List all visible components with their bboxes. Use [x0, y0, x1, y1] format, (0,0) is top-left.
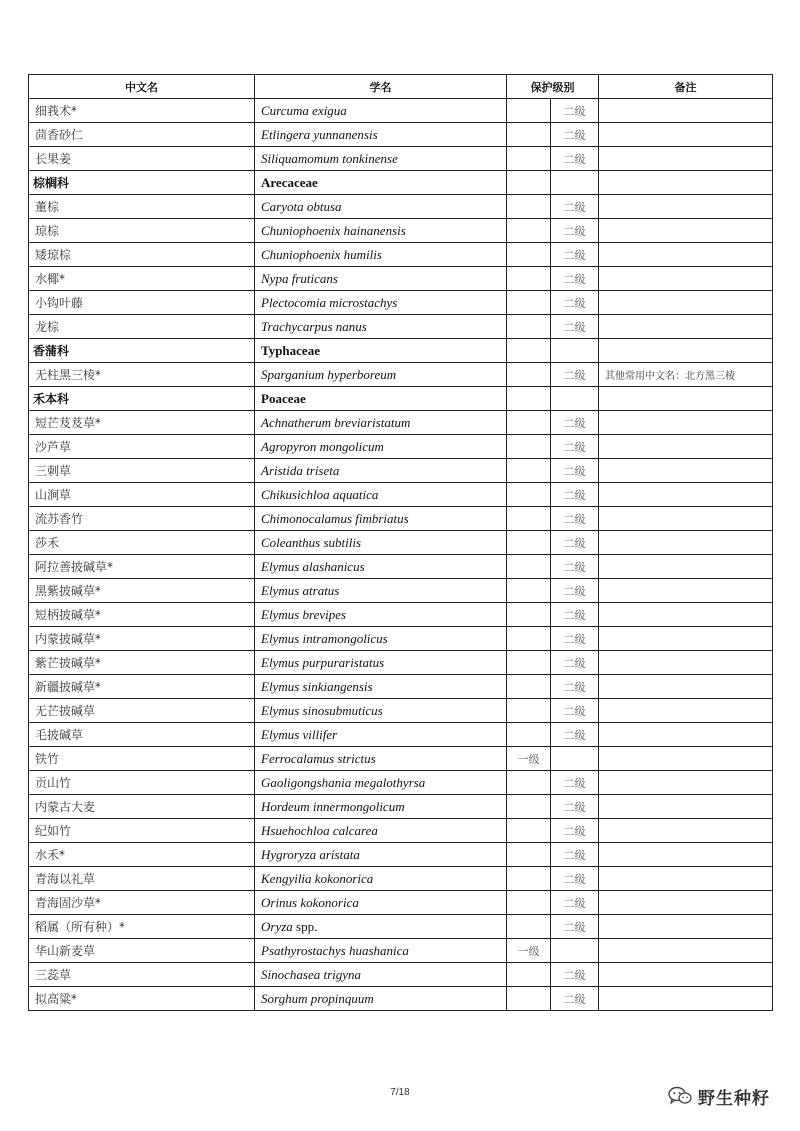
note-cell [599, 147, 773, 171]
note-cell [599, 627, 773, 651]
level-one-cell [507, 435, 551, 459]
level-two-cell: 二级 [551, 651, 599, 675]
table-row [29, 315, 773, 339]
scientific-name-cell [255, 891, 507, 915]
chinese-name-cell: 青海以礼草 [29, 867, 255, 891]
scientific-name-cell [255, 723, 507, 747]
chinese-name-cell: 沙芦草 [29, 435, 255, 459]
chinese-name-cell: 琼棕 [29, 219, 255, 243]
table-row [29, 363, 773, 387]
scientific-name-text: Poaceae [261, 390, 306, 406]
table-row [29, 771, 773, 795]
level-one-cell [507, 363, 551, 387]
scientific-name-cell [255, 195, 507, 219]
scientific-name-text: Nypa fruticans [261, 270, 338, 286]
note-cell [599, 843, 773, 867]
level-one-cell [507, 699, 551, 723]
note-cell [599, 891, 773, 915]
note-cell [599, 699, 773, 723]
family-row [29, 171, 773, 195]
scientific-name-text: Sorghum propinquum [261, 990, 374, 1006]
scientific-name-text: Agropyron mongolicum [261, 438, 384, 454]
level-two-cell: 二级 [551, 291, 599, 315]
level-one-cell [507, 627, 551, 651]
scientific-name-cell [255, 843, 507, 867]
chinese-name-cell: 紫芒披碱草* [29, 651, 255, 675]
level-one-cell [507, 795, 551, 819]
chinese-name-cell: 青海固沙草* [29, 891, 255, 915]
level-two-cell: 二级 [551, 603, 599, 627]
level-two-cell: 二级 [551, 891, 599, 915]
scientific-name-cell [255, 819, 507, 843]
note-cell [599, 219, 773, 243]
note-cell [599, 963, 773, 987]
level-two-cell: 二级 [551, 771, 599, 795]
scientific-name-text: Kengyilia kokonorica [261, 870, 374, 886]
family-row [29, 339, 773, 363]
scientific-name-cell [255, 771, 507, 795]
level-one-cell [507, 315, 551, 339]
level-one-cell [507, 963, 551, 987]
table-row [29, 795, 773, 819]
table-row [29, 675, 773, 699]
level-two-cell: 二级 [551, 243, 599, 267]
wechat-icon [668, 1086, 692, 1106]
level-two-cell: 二级 [551, 579, 599, 603]
table-row [29, 915, 773, 939]
level-two-cell [551, 939, 599, 963]
scientific-name-text: Etlingera yunnanensis [261, 126, 378, 142]
note-cell [599, 411, 773, 435]
header-protection-level: 保护级别 [507, 75, 599, 99]
scientific-name-cell [255, 915, 507, 939]
level-two-cell: 二级 [551, 675, 599, 699]
table-row [29, 507, 773, 531]
scientific-name-text: Elymus purpuraristatus [261, 654, 385, 670]
level-two-cell: 二级 [551, 843, 599, 867]
table-row [29, 963, 773, 987]
table-row [29, 987, 773, 1011]
scientific-name-cell [255, 603, 507, 627]
level-one-cell [507, 987, 551, 1011]
level-one-cell [507, 507, 551, 531]
note-cell [599, 291, 773, 315]
table-row [29, 891, 773, 915]
scientific-name-cell [255, 219, 507, 243]
level-one-cell [507, 675, 551, 699]
scientific-name-text: Hordeum innermongolicum [261, 798, 405, 814]
table-row [29, 411, 773, 435]
scientific-name-cell [255, 435, 507, 459]
scientific-name-text: Plectocomia microstachys [261, 294, 398, 310]
scientific-name-cell [255, 531, 507, 555]
chinese-name-cell: 长果姜 [29, 147, 255, 171]
scientific-name-cell [255, 147, 507, 171]
note-cell [599, 795, 773, 819]
note-cell [599, 459, 773, 483]
table-body [29, 99, 773, 1011]
scientific-name-cell [255, 963, 507, 987]
level-two-cell: 二级 [551, 195, 599, 219]
table-row [29, 627, 773, 651]
scientific-name-text: Elymus villifer [261, 726, 338, 742]
table-row [29, 747, 773, 771]
scientific-name-text: Caryota obtusa [261, 198, 342, 214]
table-row [29, 291, 773, 315]
chinese-name-cell: 茴香砂仁 [29, 123, 255, 147]
watermark [668, 1082, 770, 1110]
level-one-cell [507, 915, 551, 939]
note-cell [599, 315, 773, 339]
level-two-cell [551, 747, 599, 771]
note-cell [599, 387, 773, 411]
level-two-cell: 二级 [551, 723, 599, 747]
chinese-name-cell: 无芒披碱草 [29, 699, 255, 723]
family-scientific-name [255, 171, 507, 195]
level-two-cell: 二级 [551, 507, 599, 531]
chinese-name-cell: 莎禾 [29, 531, 255, 555]
chinese-name-cell: 黑紫披碱草* [29, 579, 255, 603]
scientific-name-text: Curcuma exigua [261, 102, 347, 118]
note-cell: 其他常用中文名：北方黑三棱 [599, 363, 773, 387]
chinese-name-cell: 铁竹 [29, 747, 255, 771]
note-cell [599, 507, 773, 531]
level-one-cell [507, 147, 551, 171]
note-cell [599, 939, 773, 963]
scientific-name-cell [255, 795, 507, 819]
level-two-cell: 二级 [551, 795, 599, 819]
scientific-name-cell [255, 939, 507, 963]
level-one-cell [507, 411, 551, 435]
table-row [29, 939, 773, 963]
level-one-cell: 一级 [507, 939, 551, 963]
note-cell [599, 867, 773, 891]
scientific-name-cell [255, 627, 507, 651]
scientific-name-text: Elymus atratus [261, 582, 340, 598]
level-two-cell: 二级 [551, 987, 599, 1011]
scientific-name-cell [255, 363, 507, 387]
scientific-name-suffix: spp. [292, 918, 318, 934]
scientific-name-cell [255, 123, 507, 147]
table-row [29, 267, 773, 291]
level-one-cell: 一级 [507, 747, 551, 771]
level-two-cell: 二级 [551, 267, 599, 291]
level-one-cell [507, 219, 551, 243]
note-cell [599, 723, 773, 747]
scientific-name-text: Arecaceae [261, 174, 318, 190]
scientific-name-cell [255, 459, 507, 483]
table-header-row [29, 75, 773, 99]
table-row [29, 123, 773, 147]
level-two-cell: 二级 [551, 435, 599, 459]
table-row [29, 147, 773, 171]
scientific-name-cell [255, 483, 507, 507]
chinese-name-cell: 山涧草 [29, 483, 255, 507]
watermark-text: 野生种籽 [698, 1088, 770, 1109]
scientific-name-cell [255, 555, 507, 579]
scientific-name-text: Achnatherum breviaristatum [261, 414, 411, 430]
scientific-name-cell [255, 987, 507, 1011]
level-two-cell: 二级 [551, 483, 599, 507]
family-row [29, 387, 773, 411]
note-cell [599, 651, 773, 675]
scientific-name-cell [255, 291, 507, 315]
scientific-name-cell [255, 579, 507, 603]
scientific-name-cell [255, 315, 507, 339]
note-cell [599, 195, 773, 219]
note-cell [599, 243, 773, 267]
level-one-cell [507, 387, 551, 411]
note-cell [599, 987, 773, 1011]
scientific-name-text: Oryza [261, 918, 293, 934]
header-notes: 备注 [599, 75, 773, 99]
scientific-name-cell [255, 675, 507, 699]
scientific-name-text: Hygroryza aristata [261, 846, 360, 862]
level-two-cell: 二级 [551, 555, 599, 579]
chinese-name-cell: 水椰* [29, 267, 255, 291]
scientific-name-text: Chuniophoenix hainanensis [261, 222, 406, 238]
scientific-name-text: Elymus alashanicus [261, 558, 365, 574]
scientific-name-cell [255, 243, 507, 267]
table-row [29, 195, 773, 219]
scientific-name-text: Sinochasea trigyna [261, 966, 362, 982]
scientific-name-text: Elymus intramongolicus [261, 630, 388, 646]
scientific-name-text: Gaoligongshania megalothyrsa [261, 774, 426, 790]
note-cell [599, 771, 773, 795]
table-row [29, 555, 773, 579]
scientific-name-text: Elymus sinkiangensis [261, 678, 373, 694]
table-row [29, 483, 773, 507]
family-chinese-name: 香蒲科 [29, 339, 255, 363]
level-two-cell: 二级 [551, 459, 599, 483]
chinese-name-cell: 华山新麦草 [29, 939, 255, 963]
scientific-name-text: Sparganium hyperboreum [261, 366, 397, 382]
chinese-name-cell: 拟高粱* [29, 987, 255, 1011]
table-row [29, 723, 773, 747]
chinese-name-cell: 毛披碱草 [29, 723, 255, 747]
level-one-cell [507, 555, 551, 579]
family-scientific-name [255, 387, 507, 411]
note-cell [599, 555, 773, 579]
chinese-name-cell: 矮琼棕 [29, 243, 255, 267]
level-two-cell [551, 171, 599, 195]
chinese-name-cell: 水禾* [29, 843, 255, 867]
header-chinese-name: 中文名 [29, 75, 255, 99]
level-one-cell [507, 819, 551, 843]
chinese-name-cell: 新疆披碱草* [29, 675, 255, 699]
family-chinese-name: 棕榈科 [29, 171, 255, 195]
family-chinese-name: 禾本科 [29, 387, 255, 411]
level-one-cell [507, 243, 551, 267]
scientific-name-text: Typhaceae [261, 342, 320, 358]
chinese-name-cell: 短柄披碱草* [29, 603, 255, 627]
species-table [28, 74, 773, 1011]
note-cell [599, 267, 773, 291]
level-one-cell [507, 123, 551, 147]
chinese-name-cell: 董棕 [29, 195, 255, 219]
note-cell [599, 747, 773, 771]
table-row [29, 651, 773, 675]
note-cell [599, 603, 773, 627]
note-cell [599, 819, 773, 843]
note-cell [599, 531, 773, 555]
level-one-cell [507, 291, 551, 315]
table-row [29, 243, 773, 267]
chinese-name-cell: 纪如竹 [29, 819, 255, 843]
level-two-cell [551, 339, 599, 363]
level-one-cell [507, 483, 551, 507]
chinese-name-cell: 三刺草 [29, 459, 255, 483]
scientific-name-text: Elymus brevipes [261, 606, 347, 622]
level-two-cell: 二级 [551, 531, 599, 555]
note-cell [599, 915, 773, 939]
level-one-cell [507, 771, 551, 795]
level-two-cell: 二级 [551, 867, 599, 891]
chinese-name-cell: 小钩叶藤 [29, 291, 255, 315]
scientific-name-text: Ferrocalamus strictus [261, 750, 376, 766]
family-scientific-name [255, 339, 507, 363]
level-two-cell: 二级 [551, 819, 599, 843]
scientific-name-text: Coleanthus subtilis [261, 534, 362, 550]
scientific-name-text: Trachycarpus nanus [261, 318, 367, 334]
chinese-name-cell: 内蒙披碱草* [29, 627, 255, 651]
note-cell [599, 483, 773, 507]
level-two-cell: 二级 [551, 315, 599, 339]
scientific-name-text: Psathyrostachys huashanica [261, 942, 409, 958]
note-cell [599, 99, 773, 123]
scientific-name-cell [255, 747, 507, 771]
level-one-cell [507, 99, 551, 123]
table-row [29, 843, 773, 867]
header-scientific-name: 学名 [255, 75, 507, 99]
chinese-name-cell: 细莪术* [29, 99, 255, 123]
scientific-name-cell [255, 867, 507, 891]
level-one-cell [507, 171, 551, 195]
scientific-name-cell [255, 507, 507, 531]
chinese-name-cell: 短芒芨芨草* [29, 411, 255, 435]
note-cell [599, 123, 773, 147]
scientific-name-text: Chikusichloa aquatica [261, 486, 379, 502]
level-one-cell [507, 723, 551, 747]
level-one-cell [507, 195, 551, 219]
table-row [29, 435, 773, 459]
scientific-name-text: Elymus sinosubmuticus [261, 702, 383, 718]
chinese-name-cell: 无柱黑三棱* [29, 363, 255, 387]
scientific-name-text: Aristida triseta [261, 462, 340, 478]
chinese-name-cell: 三蕊草 [29, 963, 255, 987]
note-cell [599, 579, 773, 603]
note-cell [599, 339, 773, 363]
chinese-name-cell: 阿拉善披碱草* [29, 555, 255, 579]
level-two-cell: 二级 [551, 219, 599, 243]
level-one-cell [507, 603, 551, 627]
scientific-name-cell [255, 99, 507, 123]
scientific-name-cell [255, 651, 507, 675]
level-two-cell: 二级 [551, 963, 599, 987]
level-one-cell [507, 651, 551, 675]
level-one-cell [507, 531, 551, 555]
scientific-name-text: Siliquamomum tonkinense [261, 150, 398, 166]
scientific-name-text: Orinus kokonorica [261, 894, 359, 910]
table-row [29, 819, 773, 843]
note-cell [599, 675, 773, 699]
level-one-cell [507, 579, 551, 603]
table-row [29, 99, 773, 123]
chinese-name-cell: 龙棕 [29, 315, 255, 339]
level-one-cell [507, 867, 551, 891]
scientific-name-text: Chuniophoenix humilis [261, 246, 382, 262]
chinese-name-cell: 内蒙古大麦 [29, 795, 255, 819]
level-two-cell: 二级 [551, 627, 599, 651]
level-one-cell [507, 339, 551, 363]
level-one-cell [507, 267, 551, 291]
scientific-name-cell [255, 411, 507, 435]
page-number: 7/18 [390, 1087, 410, 1098]
table-row [29, 459, 773, 483]
chinese-name-cell: 流苏香竹 [29, 507, 255, 531]
level-two-cell: 二级 [551, 411, 599, 435]
scientific-name-text: Chimonocalamus fimbriatus [261, 510, 409, 526]
scientific-name-text: Hsuehochloa calcarea [261, 822, 378, 838]
table-row [29, 603, 773, 627]
level-one-cell [507, 459, 551, 483]
level-two-cell: 二级 [551, 99, 599, 123]
level-two-cell: 二级 [551, 363, 599, 387]
level-one-cell [507, 891, 551, 915]
note-cell [599, 435, 773, 459]
table-row [29, 579, 773, 603]
level-one-cell [507, 843, 551, 867]
level-two-cell [551, 387, 599, 411]
table-row [29, 699, 773, 723]
level-two-cell: 二级 [551, 915, 599, 939]
chinese-name-cell: 稻属（所有种）* [29, 915, 255, 939]
table-row [29, 219, 773, 243]
level-two-cell: 二级 [551, 123, 599, 147]
note-cell [599, 171, 773, 195]
level-two-cell: 二级 [551, 147, 599, 171]
level-two-cell: 二级 [551, 699, 599, 723]
table-row [29, 867, 773, 891]
scientific-name-cell [255, 699, 507, 723]
chinese-name-cell: 贡山竹 [29, 771, 255, 795]
scientific-name-cell [255, 267, 507, 291]
table-row [29, 531, 773, 555]
